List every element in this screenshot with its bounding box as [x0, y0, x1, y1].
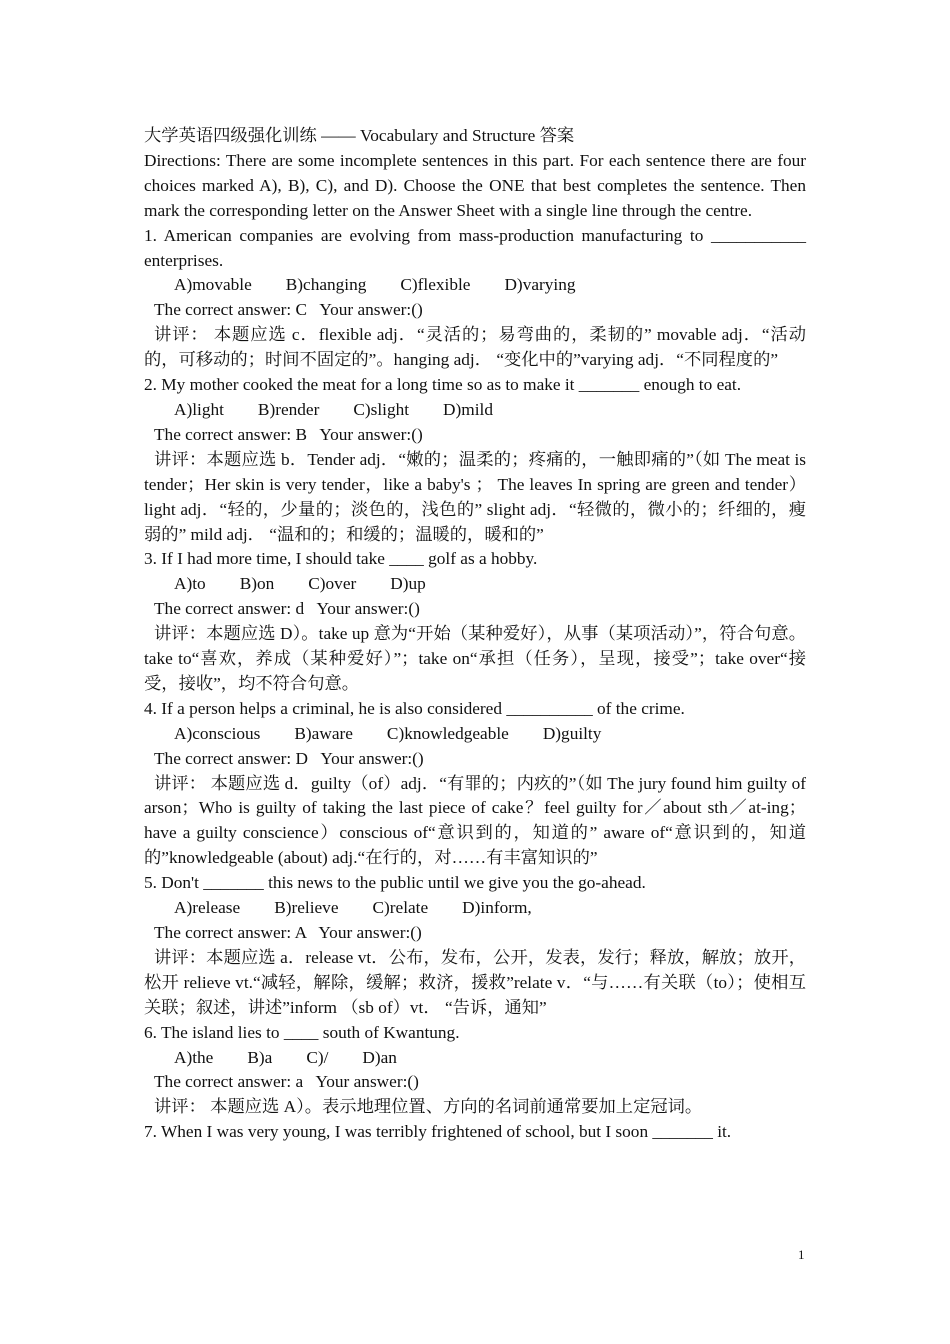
answer-option: A)light: [174, 399, 224, 419]
answer-option: D)an: [362, 1047, 397, 1067]
answer-options: [144, 398, 806, 423]
correct-answer-line: The correct answer: a Your answer:(): [154, 1072, 419, 1092]
answer-option: D)guilty: [542, 723, 602, 743]
directions: Directions: There are some incomplete sentences in this part. For each sentence there are four choices marked A), B), C), and D). Choose the ONE that best completes the sentence. Then mark the corresponding letter on the Answer Sheet with a single line through the centre.: [144, 150, 806, 220]
answer-options: [144, 273, 806, 298]
question-list: [144, 224, 806, 1121]
answer-option: C)relate: [372, 898, 429, 918]
answer-option: A)conscious: [174, 723, 261, 743]
correct-answer-line: The correct answer: D Your answer:(): [154, 748, 424, 768]
answer-comment: 讲评： 本题应选 A）。表示地理位置、方向的名词前通常要加上定冠词。: [154, 1097, 703, 1117]
answer-option: D)up: [390, 574, 426, 594]
answer-option: C)over: [308, 574, 357, 594]
question-stem: 5. Don't _______ this news to the public until we give you the go-ahead.: [144, 873, 646, 893]
answer-option: C)/: [306, 1047, 329, 1067]
answer-comment: 讲评：本题应选 D）。take up 意为“开始（某种爱好），从事（某项活动）”，符合句意。take to“喜欢，养成（某种爱好）”；take on“承担（任务），呈现，接受”；take over“接受，接收”，均不符合句意。: [144, 624, 806, 693]
document-title: 大学英语四级强化训练 —— Vocabulary and Structure 答案: [144, 126, 575, 145]
question-stem: 6. The island lies to ____ south of Kwantung.: [144, 1022, 460, 1042]
correct-answer-line: The correct answer: d Your answer:(): [154, 599, 420, 619]
answer-option: B)aware: [294, 723, 353, 743]
answer-option: B)on: [239, 574, 275, 594]
answer-options: [144, 722, 806, 747]
answer-option: A)the: [174, 1047, 214, 1067]
question-stem: 3. If I had more time, I should take ____ golf as a hobby.: [144, 549, 538, 569]
answer-option: C)knowledgeable: [386, 723, 509, 743]
answer-comment: 讲评：本题应选 b．Tender adj．“嫩的；温柔的；疼痛的，一触即痛的”（如 The meat is tender；Her skin is very tender，like a baby's ； The leaves In spring are green and tender）light adj．“轻的，少量的；淡色的，浅色的” slight adj．“轻微的，微小的；纤细的，瘦弱的” mild adj． “温和的；和缓的；温暖的，暖和的”: [144, 449, 806, 544]
correct-answer-line: The correct answer: A Your answer:(): [154, 923, 422, 942]
answer-option: A)to: [174, 574, 206, 594]
answer-option: A)release: [174, 898, 241, 918]
question-stem: 4. If a person helps a criminal, he is also considered __________ of the crime.: [144, 698, 685, 718]
answer-comment: 讲评：本题应选 a．release vt．公布，发布，公开，发表，发行；释放，解放；放开，松开 relieve vt.“减轻，解除，缓解；救济，援救”relate v．“与……有关联（to）；使相互关联；叙述，讲述”inform （sb of）vt． “告诉，通知”: [144, 947, 806, 1017]
answer-option: B)changing: [285, 275, 367, 295]
answer-option: B)a: [247, 1047, 273, 1067]
answer-option: B)render: [257, 399, 320, 419]
correct-answer-line: The correct answer: C Your answer:(): [154, 300, 423, 320]
answer-option: D)varying: [504, 275, 576, 295]
answer-option: D)mild: [443, 399, 493, 419]
question-7-stem: 7. When I was very young, I was terribly frightened of school, but I soon _______ it.: [144, 1122, 732, 1142]
answer-option: D)inform,: [462, 898, 532, 918]
document-body: [144, 124, 806, 1145]
page-number: 1: [798, 1247, 805, 1262]
answer-comment: 讲评： 本题应选 d．guilty（of）adj．“有罪的；内疚的”（如 The jury found him guilty of arson；Who is guilty of taking the last piece of cake？feel guilty for／about sth／at-ing；have a guilty conscience）conscious of“意识到的，知道的” aware of“意识到的，知道的”knowledgeable (about) adj.“在行的，对……有丰富知识的”: [144, 773, 806, 868]
answer-options: [144, 1046, 806, 1071]
answer-options: [144, 896, 806, 921]
answer-option: A)movable: [174, 275, 252, 295]
answer-options: [144, 572, 806, 597]
correct-answer-line: The correct answer: B Your answer:(): [154, 424, 423, 444]
answer-option: C)flexible: [400, 275, 471, 295]
answer-option: C)slight: [353, 399, 410, 419]
question-stem: 2. My mother cooked the meat for a long time so as to make it _______ enough to eat.: [144, 375, 742, 395]
answer-comment: 讲评： 本题应选 c．flexible adj．“灵活的；易弯曲的，柔韧的” movable adj．“活动的，可移动的；时间不固定的”。hanging adj． “变化中的”varying adj．“不同程度的”: [144, 325, 806, 370]
question-stem: 1. American companies are evolving from mass-production manufacturing to ___________ enterprises.: [144, 225, 806, 270]
answer-option: B)relieve: [274, 898, 339, 918]
